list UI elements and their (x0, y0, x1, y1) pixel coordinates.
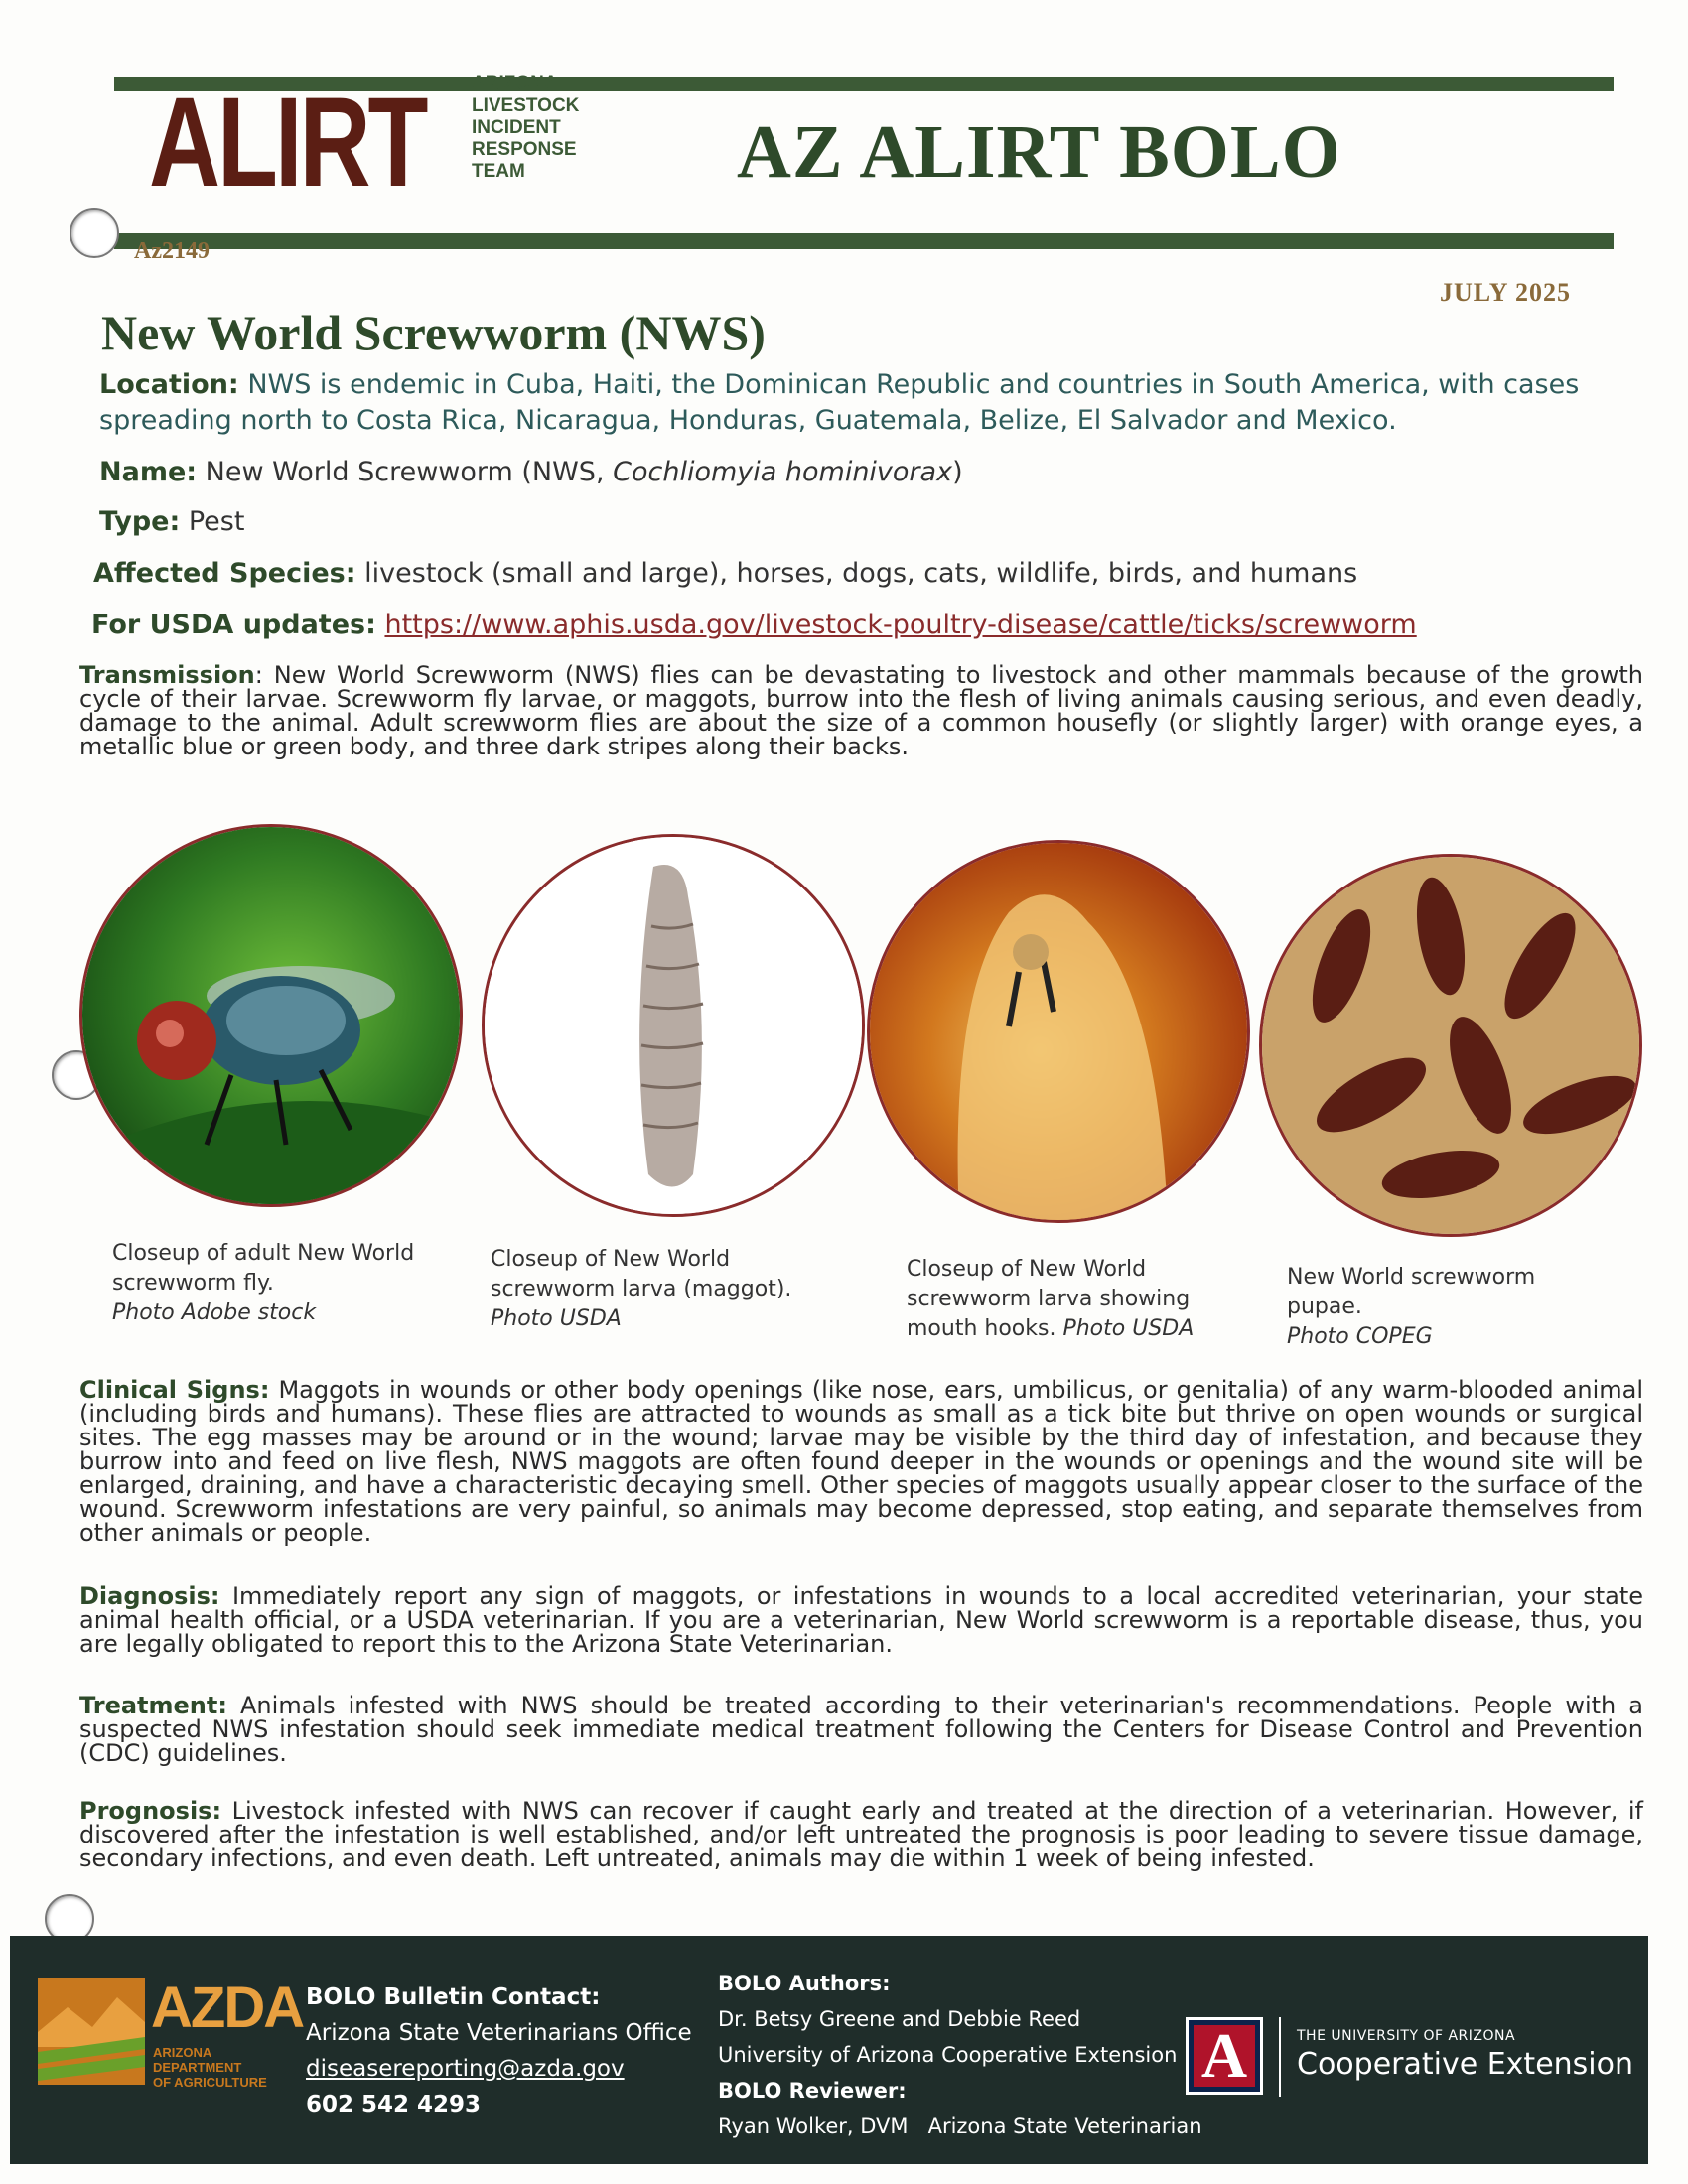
diagnosis-label: Diagnosis: (79, 1582, 220, 1610)
location-field (99, 367, 1648, 439)
contact-email-link[interactable]: diseasereporting@azda.gov (306, 2056, 625, 2082)
contact-block (306, 1979, 692, 2122)
type-label: Type: (99, 506, 181, 537)
university-of-arizona-logo: A (1186, 2017, 1263, 2095)
transmission-label: Transmission (79, 661, 255, 689)
usda-updates-label: For USDA updates: (91, 610, 376, 640)
scientific-name: Cochliomyia hominivorax (613, 457, 953, 487)
authors-heading: BOLO Authors: (718, 1972, 891, 1995)
contact-heading: BOLO Bulletin Contact: (306, 1984, 601, 2010)
caption-larva: Closeup of New World screwworm larva (maggot). Photo USDA (491, 1247, 792, 1331)
location-label: Location: (99, 369, 239, 400)
contact-phone: 602 542 4293 (306, 2092, 482, 2117)
footer-banner (10, 1936, 1648, 2164)
authors-names: Dr. Betsy Greene and Debbie Reed (718, 2007, 1081, 2031)
authors-org: University of Arizona Cooperative Extension (718, 2043, 1178, 2067)
document-id: Az2149 (134, 238, 210, 264)
affected-species-field (93, 556, 1642, 592)
treatment-label: Treatment: (79, 1692, 227, 1719)
punch-hole-top (70, 208, 119, 258)
affected-species-value: livestock (small and large), horses, dogs, cats, wildlife, birds, and humans (364, 558, 1358, 589)
affected-species-label: Affected Species: (93, 558, 356, 589)
type-field (99, 504, 1648, 540)
caption-adult-fly: Closeup of adult New World screwworm fly. Photo Adobe stock (112, 1241, 415, 1325)
bolo-title: AZ ALIRT BOLO (737, 110, 1341, 194)
usda-updates-field (91, 608, 1640, 643)
transmission-paragraph: Transmission: New World Screwworm (NWS) flies can be devastating to livestock and other mammals because of the growth cycle of their larvae. Screwworm fly larvae, or maggots, burrow into the flesh of living animals causing serious, and even deadly, damage to the animal. Adult screwworm flies are about the size of a common housefly (or slightly larger) with orange eyes, a metallic blue or green body, and three dark stripes along their backs. (79, 661, 1643, 760)
alirt-logo-subtitle: ARIZONA LIVESTOCK INCIDENT RESPONSE TEAM (472, 73, 580, 182)
type-value: Pest (188, 506, 245, 537)
reviewer-heading: BOLO Reviewer: (718, 2079, 907, 2103)
document-date: JULY 2025 (1440, 278, 1572, 307)
name-value: New World Screwworm (NWS, (205, 457, 614, 487)
azda-logo-text: AZDA (151, 1976, 304, 2040)
photo-mouth-hooks (867, 840, 1250, 1223)
clinical-signs-paragraph: Clinical Signs: Maggots in wounds or other body openings (like nose, ears, umbilicus, or genitalia) of any warm-blooded animal (including birds and humans). These flies are attracted to wounds as small as a tick bite but thrive on open wounds or surgical sites. The egg masses may be around or in the wound; larvae may be visible by the third day of infestation, and because they burrow into and feed on live flesh, NWS maggots are often found deeper in the wounds or openings and the wound site will be enlarged, draining, and have a characteristic decaying smell. Other species of maggots usually appear closer to the surface of the wound. Screwworm infestations are very painful, so animals may become depressed, stop eating, and separate themselves from other animals or people. (79, 1376, 1643, 1547)
clinical-signs-label: Clinical Signs: (79, 1376, 270, 1404)
name-label: Name: (99, 457, 198, 487)
authors-block (718, 1966, 1202, 2144)
contact-office: Arizona State Veterinarians Office (306, 2020, 692, 2046)
caption-mouth-hooks: Closeup of New World screwworm larva showing mouth hooks. Photo USDA (907, 1257, 1195, 1341)
azda-emblem (38, 1978, 145, 2085)
header-bottom-rule (114, 233, 1614, 249)
azda-logo-subtitle: ARIZONA DEPARTMENT OF AGRICULTURE (153, 2045, 267, 2090)
photo-larva (482, 834, 865, 1217)
page-title: New World Screwworm (NWS) (101, 305, 766, 360)
treatment-paragraph: Treatment: Animals infested with NWS should be treated according to their veterinarian's recommendations. People with a suspected NWS infestation should seek immediate medical treatment following the Centers for Disease Control and Prevention (CDC) guidelines. (79, 1692, 1643, 1767)
ua-name: THE UNIVERSITY OF ARIZONA (1297, 2028, 1516, 2044)
prognosis-paragraph: Prognosis: Livestock infested with NWS can recover if caught early and treated at the direction of a veterinarian. However, if discovered after the infestation is well established, and/or left untreated the prognosis is poor leading to severe tissue damage, secondary infections, and even death. Left untreated, animals may die within 1 week of being infested. (79, 1797, 1643, 1872)
ua-extension-text (1297, 2027, 1633, 2085)
reviewer-line: Ryan Wolker, DVM Arizona State Veterinarian (718, 2115, 1202, 2138)
prognosis-label: Prognosis: (79, 1797, 222, 1825)
location-value: NWS is endemic in Cuba, Haiti, the Dominican Republic and countries in South America, with cases spreading north to Costa Rica, Nicaragua, Honduras, Guatemala, Belize, El Salvador and Mexico. (99, 369, 1580, 436)
cooperative-extension-title: Cooperative Extension (1297, 2047, 1633, 2082)
photo-pupae (1259, 854, 1642, 1237)
diagnosis-paragraph: Diagnosis: Immediately report any sign of maggots, or infestations in wounds to a local accredited veterinarian, your state animal health official, or a USDA veterinarian. If you are a veterinarian, New World screwworm is a reportable disease, thus, you are legally obligated to report this to the Arizona State Veterinarian. (79, 1582, 1643, 1658)
usda-updates-link[interactable]: https://www.aphis.usda.gov/livestock-poultry-disease/cattle/ticks/screwworm (384, 610, 1417, 640)
name-field: Name: New World Screwworm (NWS, Cochliomyia hominivorax) (99, 457, 963, 487)
logo-divider (1279, 2017, 1281, 2097)
alirt-logo: ALIRT (149, 71, 426, 213)
photo-adult-fly (79, 824, 463, 1207)
caption-pupae: New World screwworm pupae. Photo COPEG (1287, 1265, 1536, 1349)
